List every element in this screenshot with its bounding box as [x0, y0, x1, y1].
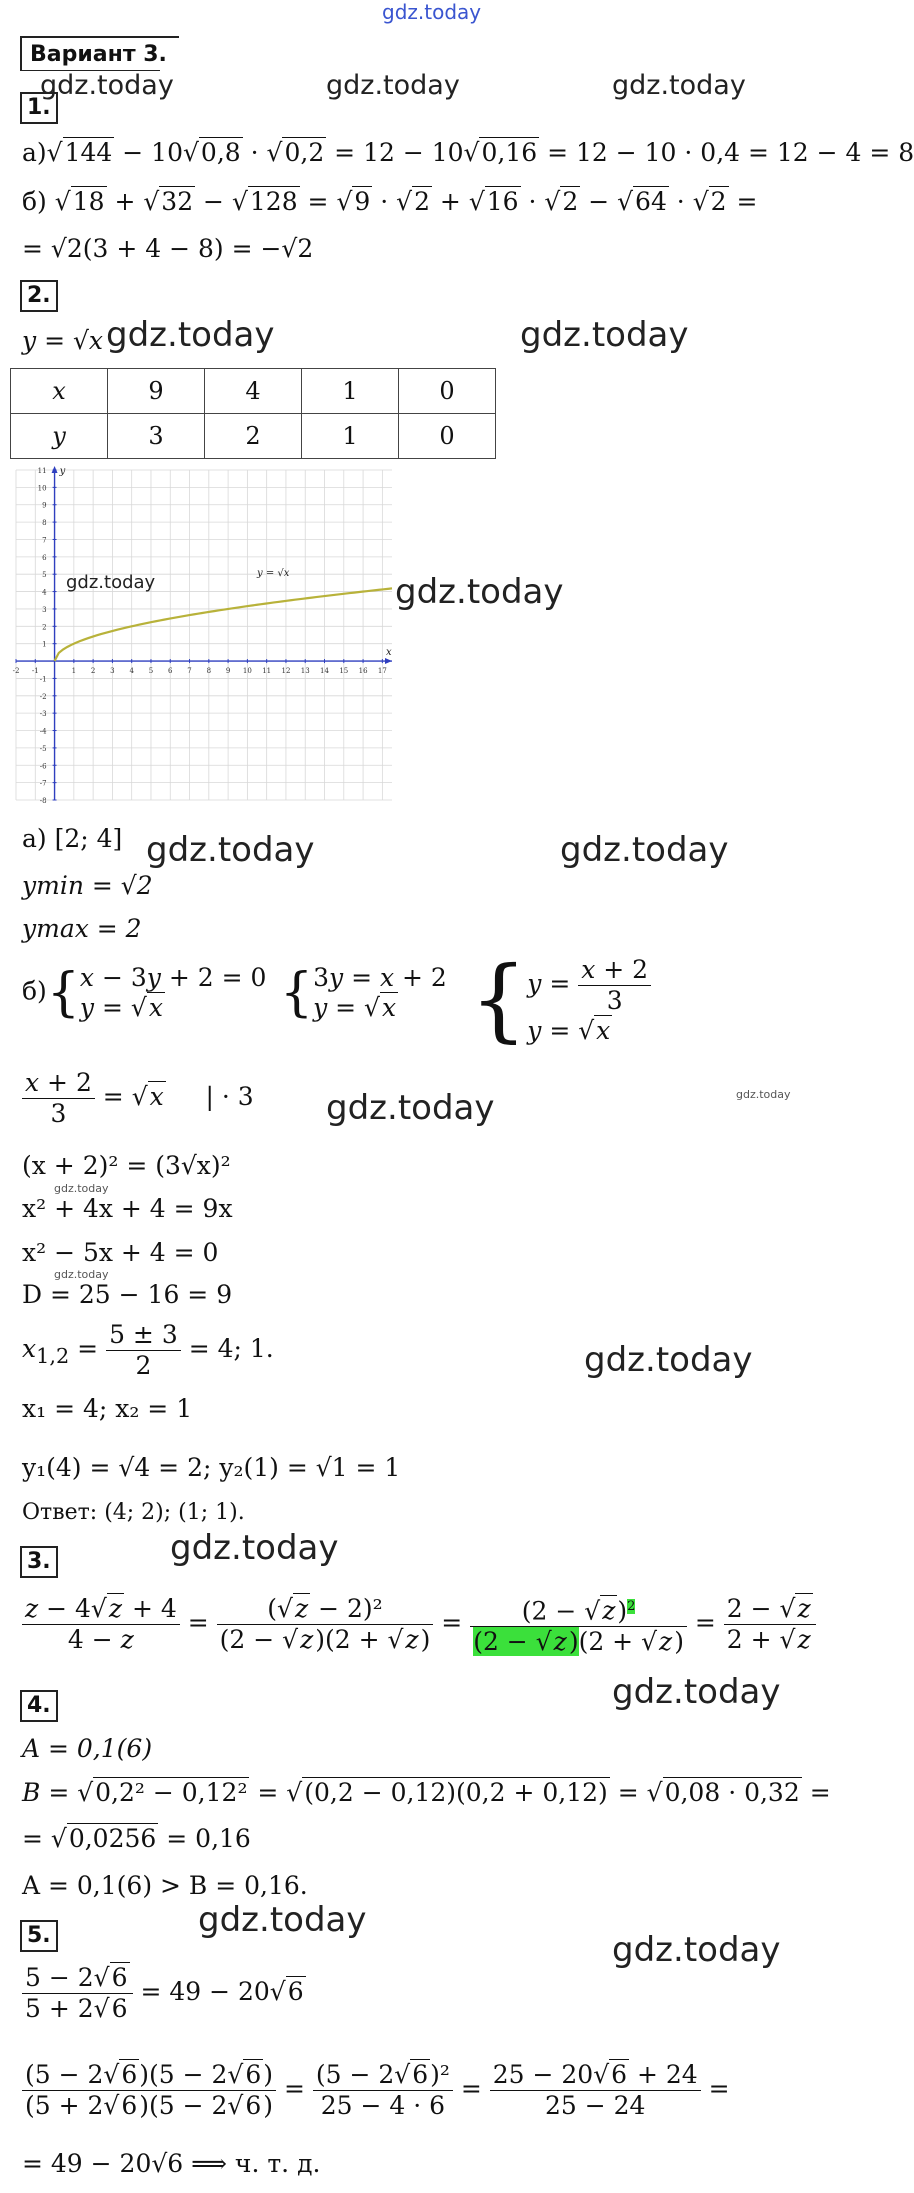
watermark: gdz.today	[560, 830, 729, 870]
task1-line-c: = √2(3 + 4 − 8) = −√2	[22, 234, 314, 263]
x-tick-label: 12	[281, 667, 291, 676]
table-cell: 0	[399, 369, 496, 414]
y-tick-label: -5	[39, 744, 47, 753]
y-tick-label: -6	[39, 762, 47, 771]
y-tick-label: 3	[42, 605, 47, 614]
watermark: gdz.today	[146, 830, 315, 870]
task5-statement: $\frac{5 - 2√6}{5 + 2√6}$ = 49 − 20√6	[22, 1963, 306, 2024]
task1-label-a: а)	[22, 138, 47, 167]
y-tick-label: 9	[42, 501, 47, 510]
y-tick-label: -4	[39, 727, 47, 736]
variant-title: Вариант 3.	[20, 36, 179, 70]
watermark: gdz.today	[612, 1930, 781, 1970]
task1-line-a: а)√144 − 10√0,8 · √0,2 = 12 − 10√0,16 = 12 − 10 · 0,4 = 12 − 4 = 8	[22, 138, 914, 167]
x-tick-label: 7	[187, 667, 192, 676]
y-tick-label: -3	[39, 710, 47, 719]
y-tick-label: 11	[37, 467, 47, 475]
table-cell: 4	[205, 369, 302, 414]
y-tick-label: 10	[37, 484, 47, 493]
x-tick-label: 9	[225, 667, 231, 676]
table-cell: 2	[205, 414, 302, 459]
task2-roots-separate: x₁ = 4; x₂ = 1	[22, 1394, 193, 1423]
task2-equation: $\frac{x + 2}{3}$ = √x | · 3	[22, 1068, 254, 1129]
task2-part-a: а) [2; 4]	[22, 824, 123, 853]
watermark: gdz.today	[612, 70, 746, 101]
task-number-2: 2.	[20, 280, 58, 312]
x-tick-label: 16	[358, 667, 368, 676]
x-tick-label: 5	[148, 667, 154, 676]
y-tick-label: 2	[42, 623, 47, 632]
x-tick-label: 13	[300, 667, 310, 676]
task2-ymax: ymax = 2	[22, 914, 142, 943]
task2-function: y = √x	[22, 326, 103, 355]
x-tick-label: 15	[339, 667, 349, 676]
task2-system-3: {y = $\frac{x + 2}{3}$ y = √x	[470, 955, 651, 1046]
x-tick-label: 11	[262, 667, 272, 676]
series-label: y = √x	[257, 567, 290, 579]
watermark: gdz.today	[584, 1340, 753, 1380]
table-cell: 3	[108, 414, 205, 459]
task1-line-b: б) √18 + √32 − √128 = √9 · √2 + √16 · √2 − √64 · √2 =	[22, 187, 758, 216]
y-tick-label: 8	[42, 519, 47, 528]
y-tick-label: -1	[39, 675, 47, 684]
y-tick-label: 7	[42, 536, 47, 545]
x-tick-label: 2	[90, 667, 96, 676]
y-tick-label: 6	[42, 553, 47, 562]
task1-label-b: б)	[22, 187, 47, 216]
values-table	[10, 368, 496, 459]
task2-discriminant: D = 25 − 16 = 9	[22, 1280, 233, 1309]
task4-a: A = 0,1(6)	[22, 1734, 153, 1763]
watermark: gdz.today	[66, 572, 156, 593]
task4-b-cont: = √0,0256 = 0,16	[22, 1824, 251, 1853]
watermark: gdz.today	[40, 70, 174, 101]
watermark: gdz.today	[54, 1182, 109, 1195]
task-number-3: 3.	[20, 1546, 58, 1578]
task2-answer: Ответ: (4; 2); (1; 1).	[22, 1500, 245, 1525]
task2-ymin: ymin = √2	[22, 871, 153, 900]
x-tick-label: 6	[168, 667, 173, 676]
task4-compare: A = 0,1(6) > B = 0,16.	[22, 1871, 308, 1900]
watermark: gdz.today	[198, 1900, 367, 1940]
x-tick-label: 3	[110, 667, 115, 676]
task2-system-2: {3y = x + 2 y = √x	[280, 963, 447, 1023]
watermark: gdz.today	[326, 70, 460, 101]
watermark: gdz.today	[326, 1088, 495, 1128]
task2-roots-values: = 4; 1.	[188, 1334, 274, 1363]
x-axis-arrow	[385, 658, 392, 664]
watermark: gdz.today	[612, 1672, 781, 1712]
task3-expression: $\frac{z - 4√z + 4}{4 - z}$ = $\frac{\text{(√z − 2)²}}{(2 - √z)(2 + √z)}$ = $\frac{(2 - √z)^2}{(2 - √z)(2 + √z)}$ = $\frac{2 - √z}{2 + √z}$	[22, 1592, 816, 1657]
watermark: gdz.today	[170, 1528, 339, 1568]
table-cell: 9	[108, 369, 205, 414]
task5-proof: $\frac{(5 - 2√6)(5 - 2√6)}{(5 + 2√6)(5 - 2√6)}$ = $\frac{\text{(5 − 2√6)²}}{25 - 4 \cdot 6}$ = $\frac{25 - 20√6 + 24}{25 - 24}$ =	[22, 2060, 730, 2121]
task2-label-b: б)	[22, 976, 47, 1006]
x-tick-label: 10	[242, 667, 252, 676]
x-tick-label: 14	[320, 667, 329, 676]
sqrt-graph	[10, 458, 400, 808]
x-tick-label: 4	[129, 667, 134, 676]
site-header[interactable]: gdz.today	[382, 0, 482, 24]
x-tick-label: -1	[31, 667, 39, 676]
y-tick-label: -8	[39, 797, 47, 805]
watermark: gdz.today	[395, 572, 564, 612]
table-cell: 0	[399, 414, 496, 459]
task-number-4: 4.	[20, 1690, 58, 1722]
task-number-1: 1.	[20, 92, 58, 124]
table-row	[11, 369, 496, 414]
task2-step-expand: x² + 4x + 4 = 9x	[22, 1194, 233, 1223]
x-axis-label: x	[386, 647, 392, 659]
task2-step-square: (x + 2)² = (3√x)²	[22, 1151, 231, 1180]
table-cell: x	[11, 369, 108, 414]
x-tick-label: 17	[377, 667, 387, 676]
task2-y-values: y₁(4) = √4 = 2; y₂(1) = √1 = 1	[22, 1453, 401, 1482]
task2-system-1: б){x − 3y + 2 = 0 y = √x	[22, 963, 267, 1023]
y-axis-label: y	[59, 466, 66, 477]
y-tick-label: -7	[39, 779, 47, 788]
y-tick-label: 1	[42, 640, 47, 649]
task4-b: B = √0,2² − 0,12² = √(0,2 − 0,12)(0,2 + 0,12) = √0,08 · 0,32 =	[22, 1778, 831, 1807]
y-tick-label: 4	[42, 588, 47, 597]
y-tick-label: -2	[39, 692, 47, 701]
y-tick-label: 5	[42, 571, 47, 580]
table-cell: y	[11, 414, 108, 459]
watermark: gdz.today	[106, 315, 275, 355]
watermark: gdz.today	[736, 1088, 791, 1101]
x-tick-label: 8	[206, 667, 212, 676]
table-cell: 1	[302, 369, 399, 414]
table-cell: 1	[302, 414, 399, 459]
task5-final: = 49 − 20√6 ⟹ ч. т. д.	[22, 2149, 321, 2178]
task-number-5: 5.	[20, 1920, 58, 1952]
task4-b-result: = 0,16	[166, 1824, 251, 1853]
task2-step-quadratic: x² − 5x + 4 = 0	[22, 1238, 219, 1267]
x-tick-label: 1	[71, 667, 77, 676]
x-tick-label: -2	[12, 667, 20, 676]
task2-roots: $x_{1,2}$ = $\frac{5 \pm 3}{2}$ = 4; 1.	[22, 1320, 274, 1380]
table-row	[11, 414, 496, 459]
watermark: gdz.today	[520, 315, 689, 355]
sqrt-curve	[55, 588, 392, 661]
watermark: gdz.today	[54, 1268, 109, 1281]
